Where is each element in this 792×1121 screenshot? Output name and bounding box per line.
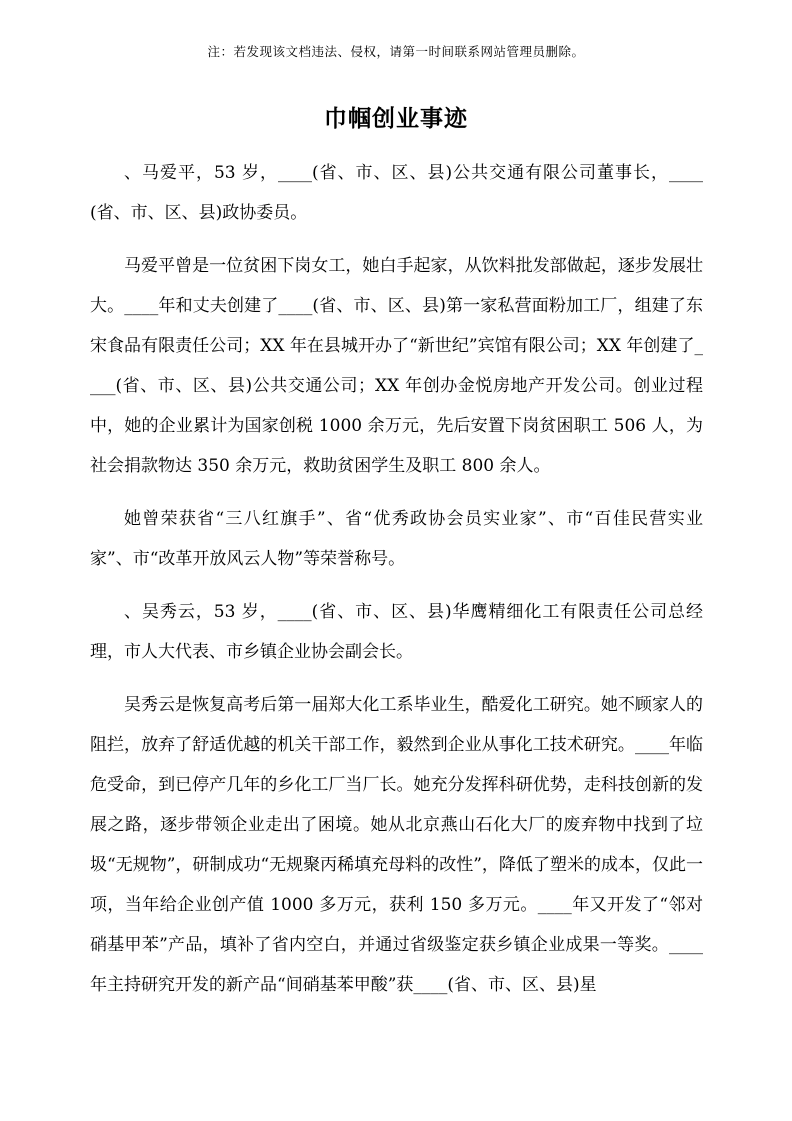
paragraph-ma-aiping-story: 马爱平曾是一位贫困下岗女工，她白手起家，从饮料批发部做起，逐步发展壮大。____年和丈夫创建了____(省、市、区、县)第一家私营面粉加工厂，组建了东宋食品有限责任公司；XX 年在县城开办了“新世纪”宾馆有限公司；XX 年创建了____(省、市、区、县)公共交通公司；XX 年创办金悦房地产开发公司。创业过程中，她的企业累计为国家创税 1000 余万元，先后安置下岗贫困职工 506 人，为社会捐款物达 350 余万元，救助贫困学生及职工 800 余人。 [90, 256, 703, 476]
paragraph-intro-wu-xiuyun: 、吴秀云，53 岁，____(省、市、区、县)华鹰精细化工有限责任公司总经理，市人大代表、市乡镇企业协会副会长。 [90, 602, 703, 662]
disclaimer-note: 注：若发现该文档违法、侵权，请第一时间联系网站管理员删除。 [207, 44, 585, 59]
document-body [90, 153, 703, 1018]
paragraph-wu-xiuyun-story: 吴秀云是恢复高考后第一届郑大化工系毕业生，酷爱化工研究。她不顾家人的阻拦，放弃了舒适优越的机关干部工作，毅然到企业从事化工技术研究。____年临危受命，到已停产几年的乡化工厂当厂长。她充分发挥科研优势，走科技创新的发展之路，逐步带领企业走出了困境。她从北京燕山石化大厂的废弃物中找到了垃圾“无规物”，研制成功“无规聚丙稀填充母料的改性”，降低了塑米的成本，仅此一项，当年给企业创产值 1000 多万元，获利 150 多万元。____年又开发了“邻对硝基甲苯”产品，填补了省内空白，并通过省级鉴定获乡镇企业成果一等奖。____年主持研究开发的新产品“间硝基苯甲酸”获____(省、市、区、县)星 [90, 695, 703, 995]
paragraph-intro-ma-aiping: 、马爱平，53 岁，____(省、市、区、县)公共交通有限公司董事长，____(省、市、区、县)政协委员。 [90, 163, 703, 223]
document-title: 巾帼创业事迹 [324, 105, 468, 132]
paragraph-ma-aiping-honors: 她曾荣获省“三八红旗手”、省“优秀政协会员实业家”、市“百佳民营实业家”、市“改革开放风云人物”等荣誉称号。 [90, 509, 703, 569]
